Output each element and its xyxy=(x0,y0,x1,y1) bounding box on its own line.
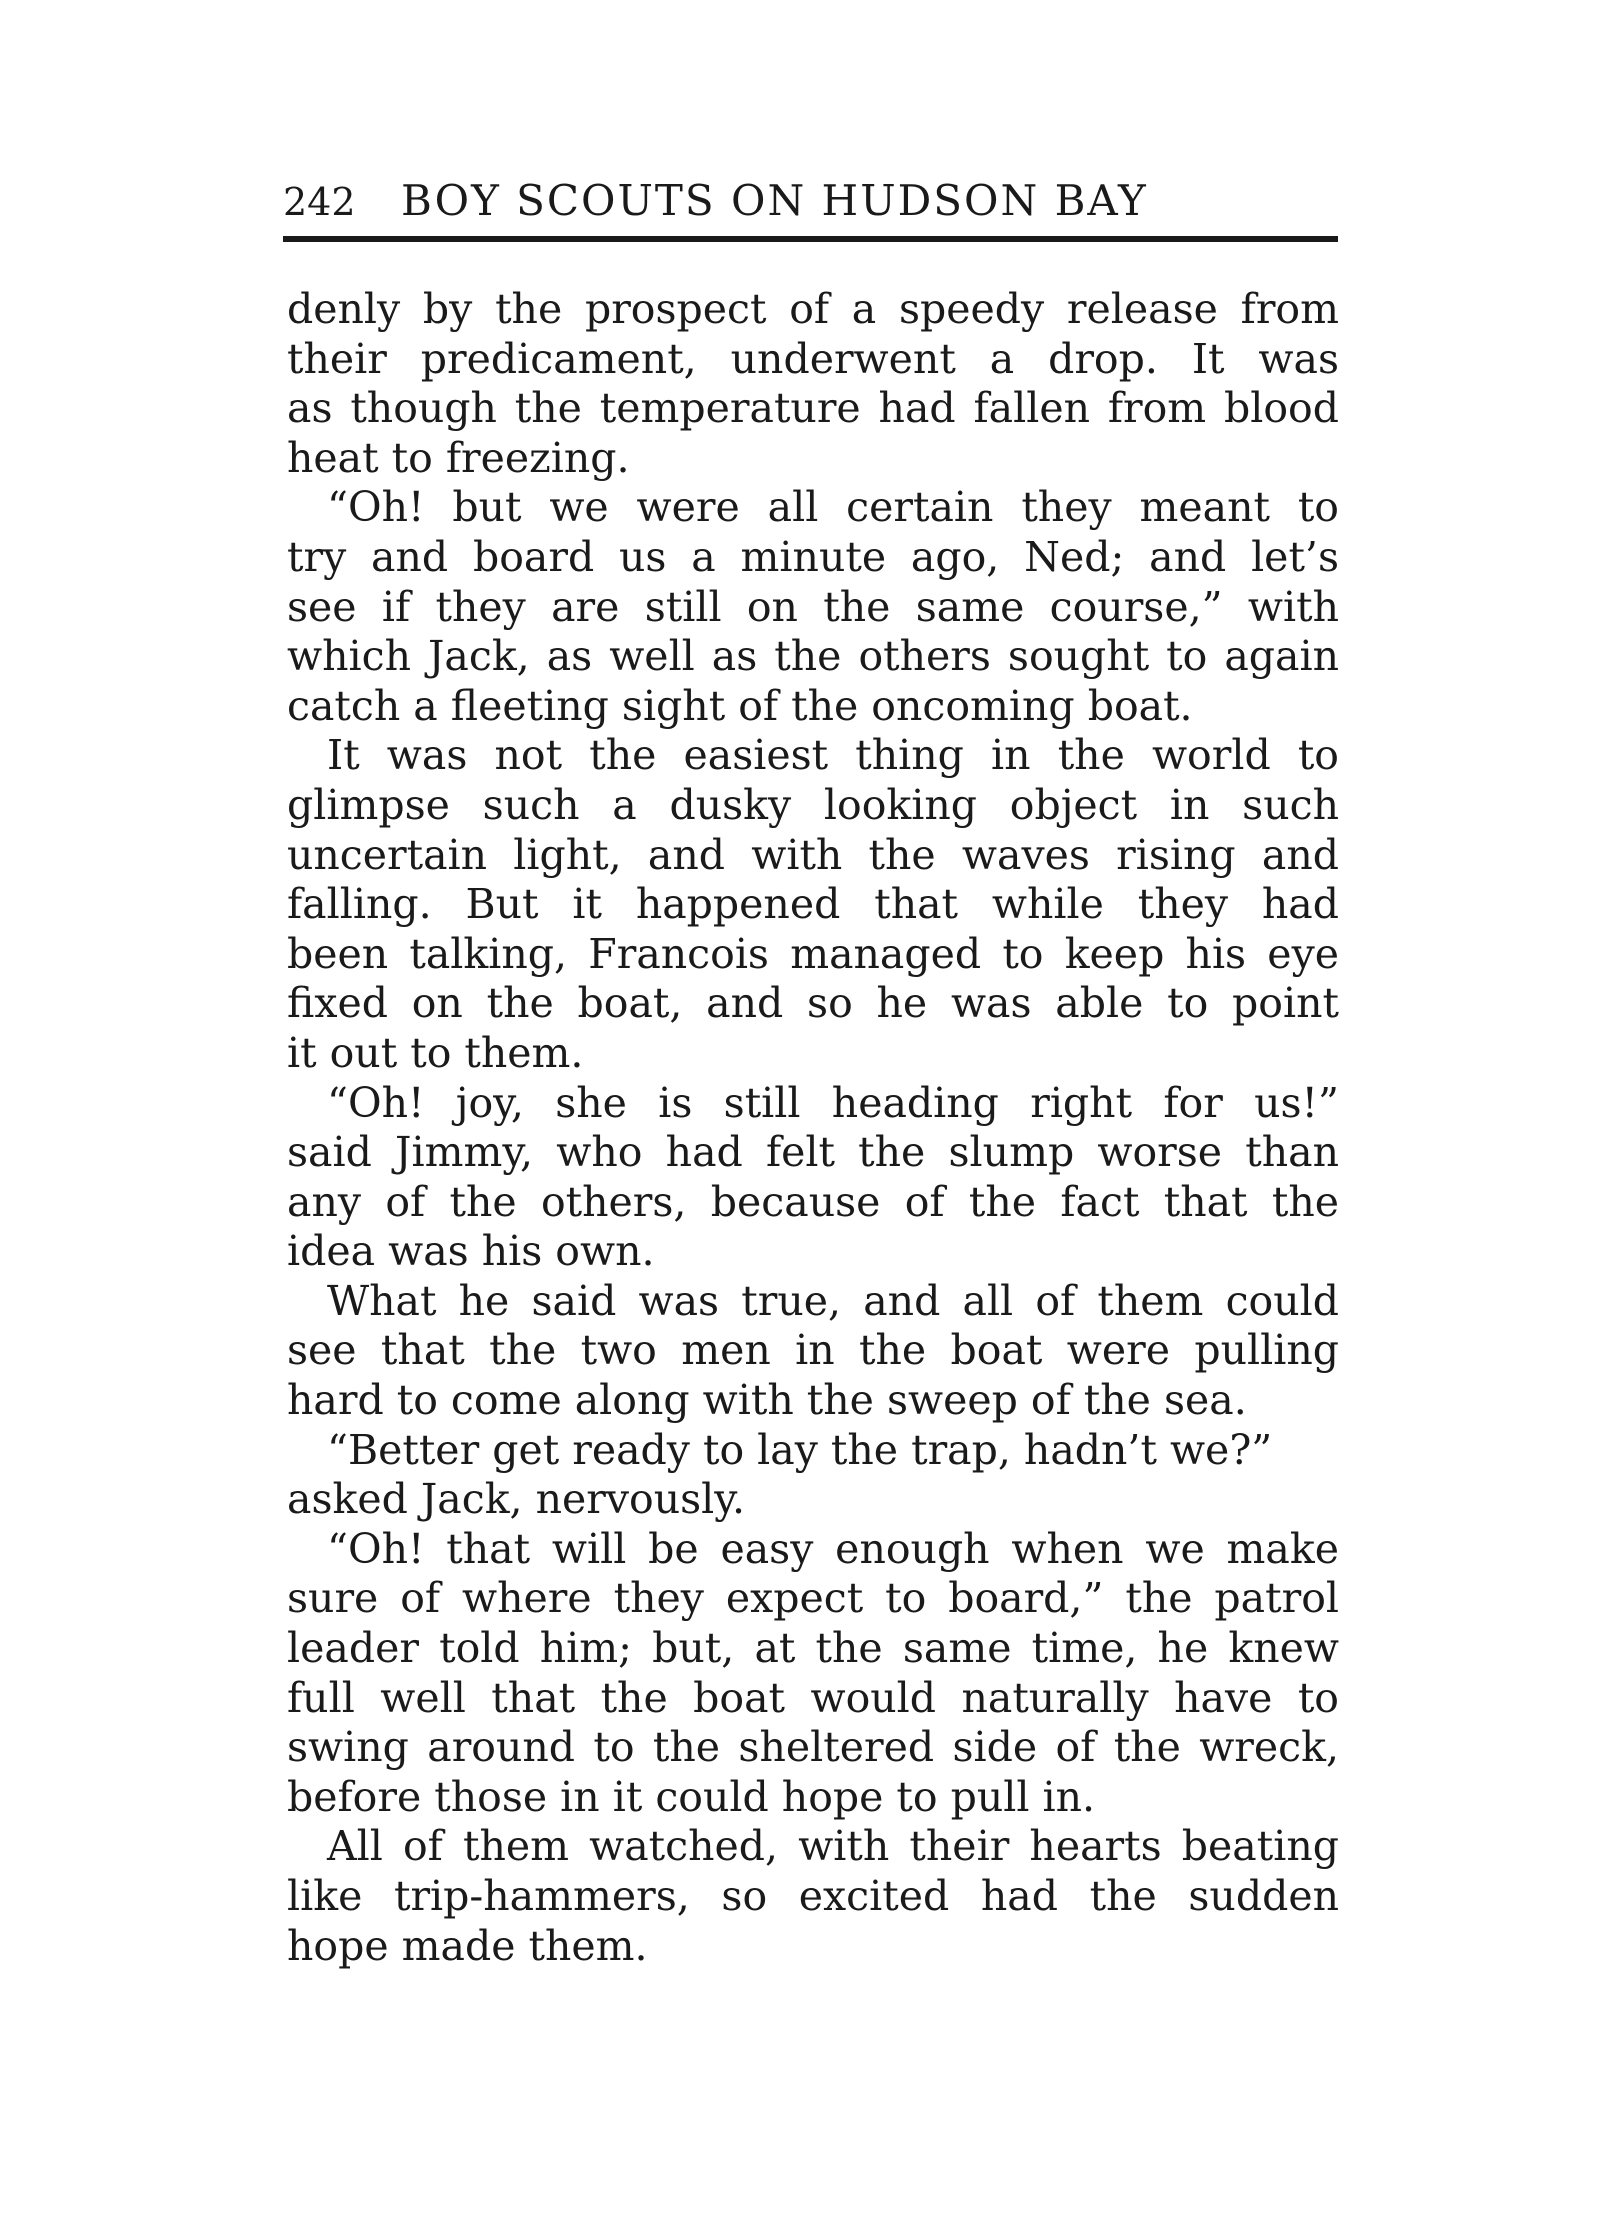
text-line: any of the others, because of the fact that the xyxy=(287,1177,1339,1226)
text-line: What he said was true, and all of them could xyxy=(327,1276,1339,1325)
text-line: All of them watched, with their hearts beating xyxy=(327,1822,1339,1871)
text-line: swing around to the sheltered side of the wreck, xyxy=(287,1723,1339,1772)
header-rule xyxy=(283,236,1338,242)
text-line: denly by the prospect of a speedy release from xyxy=(287,285,1339,333)
body-text xyxy=(287,285,1339,1971)
running-title: BOY SCOUTS ON HUDSON BAY xyxy=(401,176,1148,225)
page-header xyxy=(283,176,1338,240)
text-line: “Oh! but we were all certain they meant to xyxy=(327,483,1339,532)
text-line: try and board us a minute ago, Ned; and let’s xyxy=(287,532,1339,581)
text-line: sure of where they expect to board,” the patrol xyxy=(287,1574,1339,1623)
text-line: heat to freezing. xyxy=(287,433,630,482)
page-number: 242 xyxy=(283,180,356,224)
text-line: as though the temperature had fallen from blood xyxy=(287,384,1339,433)
text-line: see that the two men in the boat were pulling xyxy=(287,1326,1339,1375)
text-line: idea was his own. xyxy=(287,1227,655,1276)
text-line: catch a fleeting sight of the oncoming boat. xyxy=(287,681,1193,730)
text-line: asked Jack, nervously. xyxy=(287,1475,746,1524)
text-line: see if they are still on the same course,” with xyxy=(287,582,1339,631)
text-line: uncertain light, and with the waves rising and xyxy=(287,830,1339,879)
text-line: “Better get ready to lay the trap, hadn’t we?” xyxy=(327,1425,1273,1474)
text-line: falling. But it happened that while they had xyxy=(287,880,1339,929)
text-line: leader told him; but, at the same time, he knew xyxy=(287,1624,1339,1673)
text-line: glimpse such a dusky looking object in such xyxy=(287,780,1339,829)
text-line: their predicament, underwent a drop. It was xyxy=(287,334,1339,383)
text-line: fixed on the boat, and so he was able to point xyxy=(287,979,1339,1028)
text-line: it out to them. xyxy=(287,1028,584,1077)
text-line: which Jack, as well as the others sought to again xyxy=(287,632,1339,681)
text-line: been talking, Francois managed to keep his eye xyxy=(287,929,1339,978)
text-line: full well that the boat would naturally have to xyxy=(287,1673,1339,1722)
text-line: “Oh! that will be easy enough when we make xyxy=(327,1524,1339,1573)
text-line: said Jimmy, who had felt the slump worse than xyxy=(287,1128,1339,1177)
text-line: It was not the easiest thing in the world to xyxy=(327,731,1339,780)
text-line: hard to come along with the sweep of the sea. xyxy=(287,1376,1247,1425)
text-line: before those in it could hope to pull in. xyxy=(287,1772,1096,1821)
text-line: like trip-hammers, so excited had the sudden xyxy=(287,1872,1339,1920)
text-line: hope made them. xyxy=(287,1921,648,1970)
text-line: “Oh! joy, she is still heading right for us!” xyxy=(327,1078,1339,1127)
